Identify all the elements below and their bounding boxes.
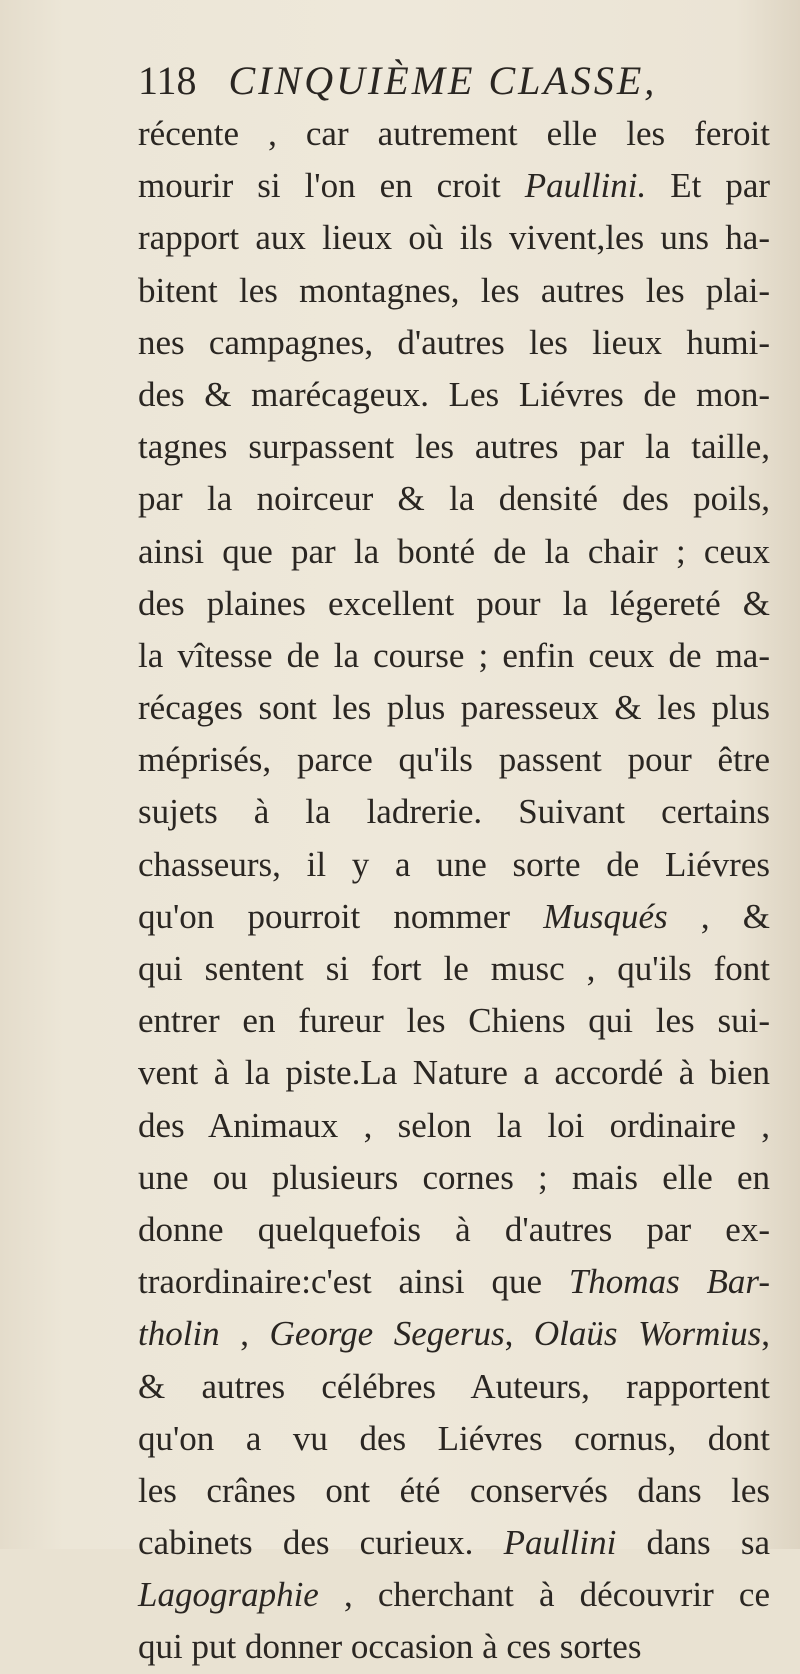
text-segment: ainsi que par la bonté de la chair ; ceux: [138, 531, 770, 571]
text-segment: donne quelquefois à d'autres par ex-: [138, 1209, 770, 1249]
text-segment: & autres célébres Auteurs, rapportent: [138, 1366, 770, 1406]
body-text: [138, 108, 770, 1674]
text-segment: une ou plusieurs cornes ; mais elle en: [138, 1157, 770, 1197]
running-title: CINQUIÈME CLASSE,: [228, 58, 658, 103]
text-segment: mourir si l'on en croit: [138, 166, 525, 206]
text-segment: des & marécageux. Les Liévres de mon-: [138, 374, 770, 414]
text-segment: , cherchant à découvrir ce: [318, 1575, 770, 1615]
text-line: [138, 839, 770, 891]
text-line: [138, 1256, 770, 1308]
text-line: [138, 578, 770, 630]
page-header: [138, 52, 778, 110]
text-line: [138, 212, 770, 264]
text-line: [138, 526, 770, 578]
text-segment: récages sont les plus paresseux & les plus: [138, 688, 770, 728]
text-segment: qui sentent si fort le musc , qu'ils font: [138, 949, 770, 988]
text-segment: bitent les montagnes, les autres les plai-: [138, 270, 770, 310]
text-line: [138, 995, 770, 1047]
text-segment: qu'on pourroit nommer: [138, 896, 544, 936]
italic-text: Olaüs Wormius: [533, 1314, 762, 1354]
text-segment: chasseurs, il y a une sorte de Liévres: [138, 844, 770, 884]
text-segment: entrer en fureur les Chiens qui les sui-: [138, 1001, 770, 1041]
text-line: [138, 265, 770, 317]
text-segment: rapport aux lieux où ils vivent,les uns ha-: [138, 218, 770, 258]
text-segment: ,: [219, 1314, 270, 1354]
text-segment: la vîtesse de la course ; enfin ceux de ma-: [138, 635, 770, 675]
text-segment: sujets à la ladrerie. Suivant certains: [138, 792, 770, 832]
text-segment: tagnes surpassent les autres par la taille,: [138, 427, 770, 467]
text-line: [138, 1569, 770, 1621]
text-segment: Et par: [646, 166, 771, 206]
italic-text: Thomas Bar-: [568, 1262, 770, 1302]
text-segment: qu'on a vu des Liévres cornus, dont: [138, 1418, 770, 1458]
text-line: [138, 369, 770, 421]
text-segment: vent à la piste.La Nature a accordé à bien: [138, 1053, 770, 1093]
text-line: [138, 160, 770, 212]
text-line: [138, 1100, 770, 1152]
text-segment: cabinets des curieux.: [138, 1523, 504, 1563]
text-line: [138, 891, 770, 943]
text-line: [138, 734, 770, 786]
text-segment: dans sa: [616, 1523, 771, 1563]
text-segment: des plaines excellent pour la légereté &: [138, 583, 770, 623]
text-line: [138, 1465, 770, 1517]
text-line: [138, 317, 770, 369]
text-segment: méprisés, parce qu'ils passent pour être: [138, 740, 770, 780]
text-line: [138, 1361, 770, 1413]
text-line: [138, 682, 770, 734]
italic-text: George Segerus: [269, 1314, 505, 1354]
text-segment: récente , car autrement elle les feroit: [138, 114, 770, 153]
text-segment: nes campagnes, d'autres les lieux humi-: [138, 322, 770, 362]
text-segment: ,: [761, 1314, 770, 1354]
italic-text: Paullini: [503, 1523, 617, 1563]
text-line: [138, 1047, 770, 1099]
text-segment: les crânes ont été conservés dans les: [138, 1470, 770, 1510]
text-segment: , &: [667, 896, 770, 936]
italic-text: Lagographie: [138, 1575, 319, 1615]
text-line: [138, 1517, 770, 1569]
text-line: [138, 1621, 770, 1673]
text-line: [138, 786, 770, 838]
page-number: 118: [138, 58, 197, 103]
text-line: [138, 108, 770, 160]
text-segment: par la noirceur & la densité des poils,: [138, 479, 770, 519]
text-segment: des Animaux , selon la loi ordinaire ,: [138, 1105, 770, 1145]
text-line: [138, 1308, 770, 1360]
text-line: [138, 1152, 770, 1204]
italic-text: tholin: [138, 1314, 220, 1354]
italic-text: Musqués: [543, 896, 668, 936]
text-segment: ,: [504, 1314, 534, 1354]
text-line: [138, 630, 770, 682]
text-segment: qui put donner occasion à ces sortes: [138, 1627, 642, 1667]
text-line: [138, 421, 770, 473]
text-line: [138, 1413, 770, 1465]
text-segment: traordinaire:c'est ainsi que: [138, 1262, 569, 1302]
italic-text: Paullini.: [524, 166, 647, 206]
text-line: [138, 473, 770, 525]
text-line: [138, 1204, 770, 1256]
text-line: [138, 943, 770, 995]
